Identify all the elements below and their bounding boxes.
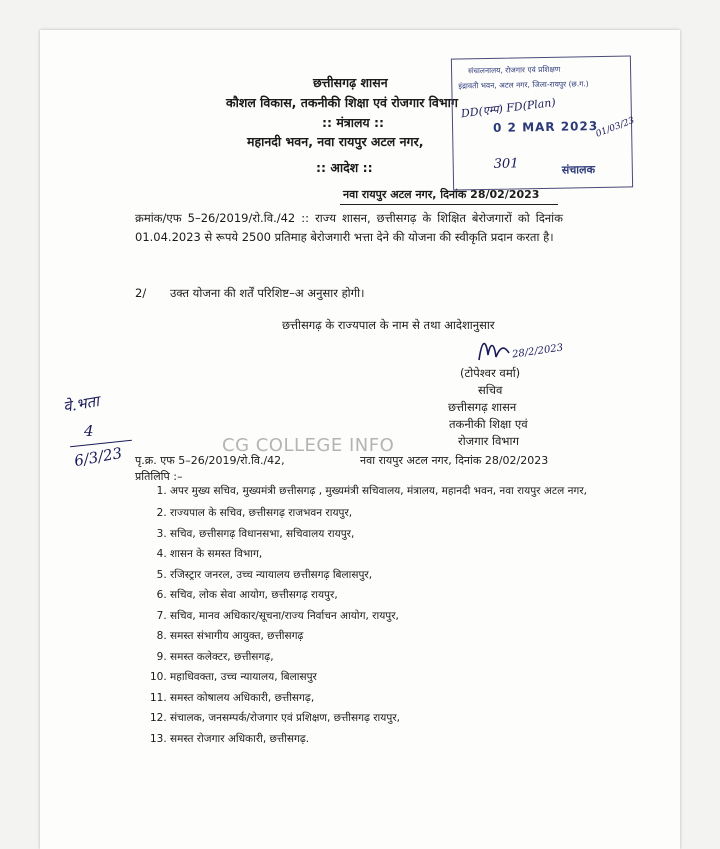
- list-item: 3. सचिव, छत्तीसगढ़ विधानसभा, सचिवालय रायपुर,: [170, 524, 610, 545]
- list-item: 7. सचिव, मानव अधिकार/सूचना/राज्य निर्वाचन आयोग, रायपुर,: [170, 606, 610, 627]
- signatory-designation: सचिव: [478, 383, 503, 397]
- signatory-dept-3: रोजगार विभाग: [458, 434, 519, 448]
- list-item: 9. समस्त कलेक्टर, छत्तीसगढ़,: [170, 647, 610, 668]
- stamp-address: इंद्रावती भवन, अटल नगर, जिला-रायपुर (छ.ग.): [458, 79, 589, 91]
- stamp-designation: संचालक: [561, 163, 596, 177]
- stamp-received-date: 0 2 MAR 2023: [492, 119, 599, 135]
- margin-note-line-2: 4: [84, 422, 94, 440]
- list-item: 12. संचालक, जनसम्पर्क/रोजगार एवं प्रशिक्षण, छत्तीसगढ़ रायपुर,: [170, 708, 610, 729]
- signature-date: 28/2/2023: [511, 342, 564, 361]
- signatory-dept-1: छत्तीसगढ़ शासन: [448, 400, 517, 414]
- date-underline: [340, 204, 558, 205]
- list-item: 8. समस्त संभागीय आयुक्त, छत्तीसगढ़: [170, 626, 610, 647]
- signatory-name: (टोपेश्वर वर्मा): [460, 366, 521, 380]
- margin-note-line-1: वे.भता: [61, 392, 101, 416]
- order-paragraph-2: उक्त योजना की शर्तें परिशिष्ट–अ अनुसार होगी।: [170, 286, 365, 300]
- received-stamp: [451, 55, 636, 190]
- governor-order-line: छत्तीसगढ़ के राज्यपाल के नाम से तथा आदेशानुसार: [282, 318, 495, 332]
- order-date: नवा रायपुर अटल नगर, दिनांक 28/02/2023: [343, 188, 540, 201]
- list-item: 11. समस्त कोषालय अधिकारी, छत्तीसगढ़,: [170, 688, 610, 709]
- header-ministry: :: मंत्रालय ::: [322, 115, 385, 130]
- signature-mark: [476, 335, 512, 365]
- stamp-number: 301: [493, 156, 519, 172]
- stamp-office: संचालनालय, रोजगार एवं प्रशिक्षण: [467, 64, 561, 76]
- copy-label: प्रतिलिपि :–: [135, 470, 183, 483]
- margin-note-line-3: 6/3/23: [72, 443, 124, 471]
- watermark: CG COLLEGE INFO: [222, 435, 395, 456]
- list-item: 10. महाधिवक्ता, उच्च न्यायालय, बिलासपुर: [170, 667, 610, 688]
- endorsement-ref: पृ.क्र. एफ 5–26/2019/रो.वि./42,: [135, 454, 285, 467]
- list-item: 4. शासन के समस्त विभाग,: [170, 544, 610, 565]
- list-item: 13. समस्त रोजगार अधिकारी, छत्तीसगढ़.: [170, 729, 610, 750]
- stamp-handwritten-ref: DD(एम्प) FD(Plan): [460, 95, 557, 121]
- order-paragraph-1: क्रमांक/एफ 5–26/2019/रो.वि./42 :: राज्य शासन, छत्तीसगढ़ के शिक्षित बेरोजगारों को दिनांक 01.04.2023 से रूपये 2500 प्रतिमाह बेरोजगारी भत्ता देने की योजना की स्वीकृति प्रदान करता है।: [135, 211, 563, 244]
- order-title: :: आदेश ::: [316, 160, 373, 175]
- header-government: छत्तीसगढ़ शासन: [313, 75, 388, 90]
- list-item: 2. राज्यपाल के सचिव, छत्तीसगढ़ राजभवन रायपुर,: [170, 503, 610, 524]
- list-item: 6. सचिव, लोक सेवा आयोग, छत्तीसगढ़ रायपुर,: [170, 585, 610, 606]
- header-department: कौशल विकास, तकनीकी शिक्षा एवं रोजगार विभाग: [226, 95, 458, 110]
- signatory-dept-2: तकनीकी शिक्षा एवं: [449, 417, 528, 431]
- list-item: 5. रजिस्ट्रार जनरल, उच्च न्यायालय छत्तीसगढ़ बिलासपुर,: [170, 565, 610, 586]
- recipient-list: [142, 482, 610, 749]
- stamp-initial-date: 01/03/23: [594, 115, 636, 140]
- endorsement-date: नवा रायपुर अटल नगर, दिनांक 28/02/2023: [360, 454, 549, 467]
- paragraph-2-number: 2/: [135, 286, 147, 300]
- header-address: महानदी भवन, नवा रायपुर अटल नगर,: [247, 134, 424, 149]
- list-item: 1. अपर मुख्य सचिव, मुख्यमंत्री छत्तीसगढ़ , मुख्यमंत्री सचिवालय, मंत्रालय, महानदी भवन, नवा रायपुर अटल नगर,: [170, 482, 610, 501]
